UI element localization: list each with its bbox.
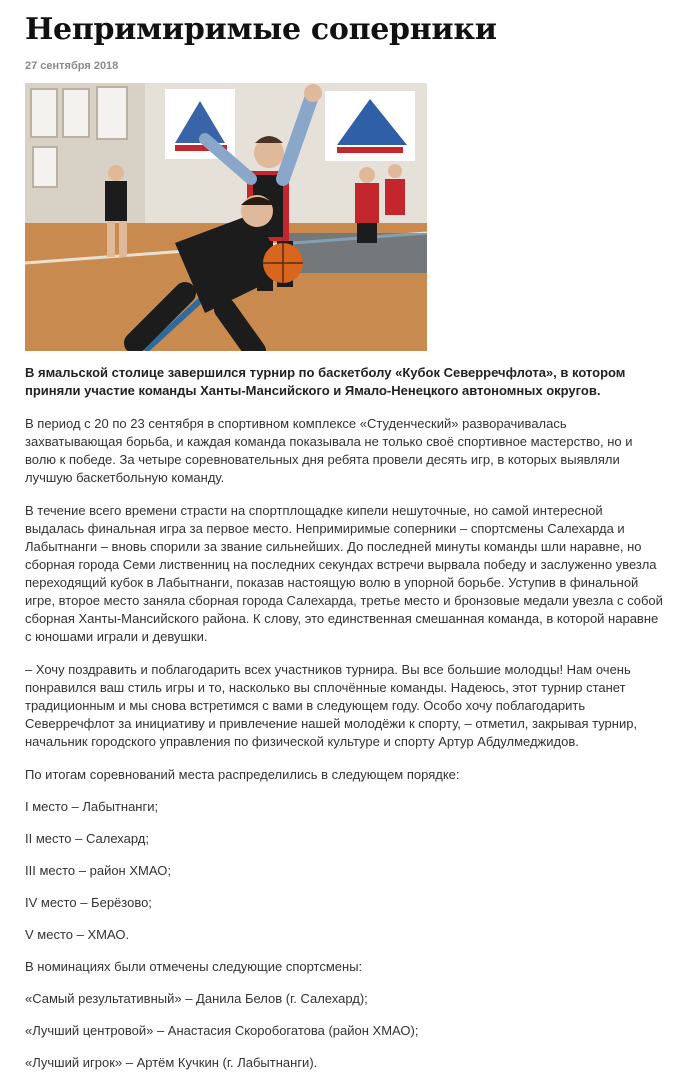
nomination-item: «Лучший игрок» – Артём Кучкин (г. Лабытнанги).	[25, 1055, 318, 1070]
lead-paragraph: В ямальской столице завершился турнир по баскетболу «Кубок Северречфлота», в котором приняли участие команды Ханты-Мансийского и Ямало-Ненецкого автономных округов.	[25, 365, 626, 398]
basketball-photo-icon	[25, 83, 427, 351]
body-paragraph: По итогам соревнований места распределились в следующем порядке:	[25, 767, 460, 782]
body-paragraph: – Хочу поздравить и поблагодарить всех участников турнира. Вы все большие молодцы! Нам очень понравился ваш стиль игры и то, насколько вы сплочённые команды. Надеюсь, этот турнир станет традиционным и мы снова встретимся с вами в следующем году. Особо хочу поблагодарить Северречфлот за инициативу и привлечение нашей молодёжи к спорту, – отметил, закрывая турнир, начальник городского управления по физической культуре и спорту Артур Абдулмеджидов.	[25, 662, 638, 749]
article-body	[25, 364, 665, 1086]
body-paragraph: В период с 20 по 23 сентября в спортивном комплексе «Студенческий» разворачивалась захватывающая борьба, и каждая команда показывала не только своё спортивное мастерство, но и волю к победе. За четыре соревновательных дня ребята провели десять игр, в которых выявляли лучшую баскетбольную команду.	[25, 416, 633, 485]
body-paragraph: В течение всего времени страсти на спортплощадке кипели нешуточные, но самой интересной выдалась финальная игра за первое место. Непримиримые соперники – спортсмены Салехарда и Лабытнанги – вновь спорили за звание сильнейших. До последней минуты команды шли наравне, но сборная города Семи лиственниц на последних секундах встречи вырвала победу и заслуженно увезла переходящий кубок в Лабытнанги, показав настоящую волю в упорной борьбе. Уступив в финальной игре, второе место заняла сборная города Салехарда, третье место и бронзовые медали увезла с собой сборная Ханты-Мансийского района. К слову, это единственная смешанная команда, в которой наравне с юношами играли и девушки.	[25, 503, 663, 644]
place-item: IV место – Берёзово;	[25, 895, 152, 910]
nomination-item: «Самый результативный» – Данила Белов (г. Салехард);	[25, 991, 368, 1006]
place-item: V место – ХМАО.	[25, 927, 130, 942]
nominations-intro: В номинациях были отмечены следующие спортсмены:	[25, 959, 363, 974]
place-item: I место – Лабытнанги;	[25, 799, 159, 814]
article-photo	[25, 83, 427, 351]
place-item: II место – Салехард;	[25, 831, 150, 846]
place-item: III место – район ХМАО;	[25, 863, 171, 878]
page-title: Непримиримые соперники	[25, 12, 497, 47]
nomination-item: «Лучший центровой» – Анастасия Скоробогатова (район ХМАО);	[25, 1023, 419, 1038]
publish-date: 27 сентября 2018	[25, 60, 119, 72]
